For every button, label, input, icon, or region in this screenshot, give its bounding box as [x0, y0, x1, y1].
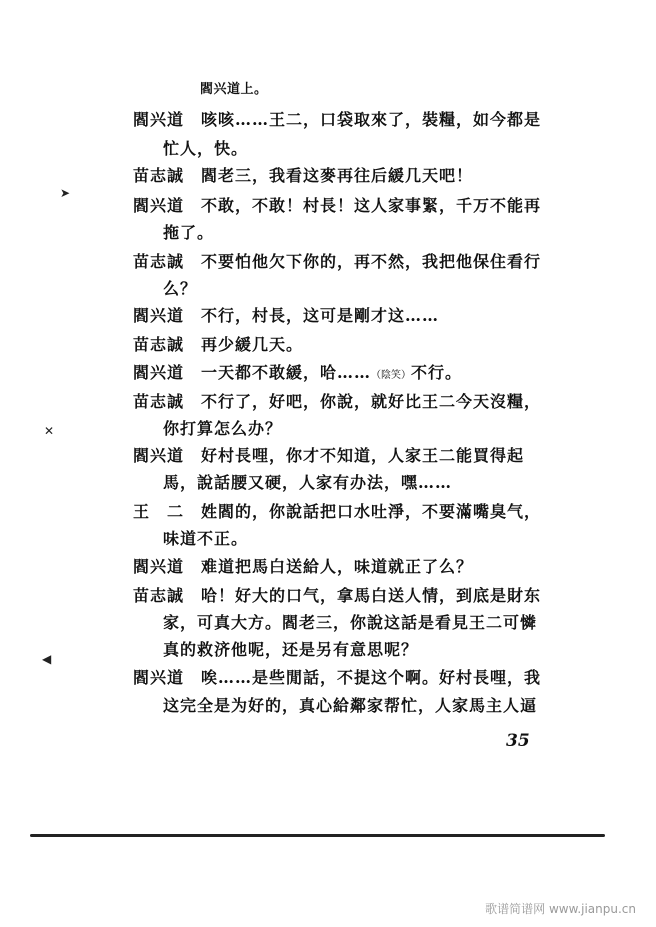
speaker-name: 閻兴道	[133, 557, 185, 576]
speech-text: 姓閻的，你說話把口水吐淨，不要滿嘴臭气，	[201, 502, 542, 521]
dialogue-line	[133, 110, 541, 130]
dialogue-line	[133, 446, 524, 466]
speaker-name: 閻兴道	[133, 196, 185, 215]
speech-text: 不行了，好吧，你說，就好比王二今天沒糧，	[201, 392, 542, 411]
bottom-rule	[30, 834, 605, 837]
speech-text: 难道把馬白送給人，味道就正了么？	[201, 557, 474, 576]
speech-continuation: 这完全是为好的，真心給鄰家帮忙，人家馬主人逼	[163, 696, 538, 715]
speech-continuation: 你打算怎么办？	[163, 419, 283, 438]
speech-text: 不要怕他欠下你的，再不然，我把他保住看行	[201, 252, 542, 271]
speech-text: 唉……是些閒話，不提这个啊。好村長哩，我	[201, 668, 542, 687]
speech-text: 咳咳……王二，口袋取來了，裝糧，如今都是	[201, 110, 542, 129]
speaker-name: 苗志誠	[133, 392, 185, 411]
speech-text: 好村長哩，你才不知道，人家王二能買得起	[201, 446, 525, 465]
speaker-name: 閻兴道	[133, 668, 185, 687]
speaker-name: 閻兴道	[133, 110, 185, 129]
stage-aside: （陰笑）	[371, 370, 412, 381]
speech-continuation: 拖了。	[163, 223, 215, 242]
dialogue-line	[133, 363, 462, 386]
dialogue-line	[133, 196, 541, 216]
speech-text: 不行。	[411, 363, 463, 382]
speech-continuation: 家，可真大方。閻老三，你說这話是看見王二可憐	[163, 613, 538, 632]
dialogue-line	[133, 502, 541, 522]
speaker-name: 苗志誠	[133, 586, 185, 605]
dialogue-line	[133, 392, 541, 412]
speaker-name: 閻兴道	[133, 446, 185, 465]
dialogue-line	[133, 557, 473, 577]
speech-continuation: 馬，說話腰又硬，人家有办法，嘿……	[163, 473, 453, 492]
dialogue-line	[133, 166, 473, 186]
speaker-name: 苗志誠	[133, 166, 185, 185]
speaker-name: 苗志誠	[133, 252, 185, 271]
speech-text: 哈！好大的口气，拿馬白送人情，到底是財东	[201, 586, 542, 605]
dialogue-line	[133, 668, 541, 688]
speech-text: 一天都不敢緩，哈……	[201, 363, 372, 382]
margin-mark-icon: ✕	[44, 424, 55, 438]
dialogue-line	[133, 335, 303, 355]
speaker-name: 閻兴道	[133, 363, 185, 382]
speech-text: 再少緩几天。	[201, 335, 304, 354]
speech-continuation: 真的救济他呢，还是另有意思呢？	[163, 640, 419, 659]
stage-direction: 閻兴道上。	[200, 82, 268, 97]
dialogue-line	[133, 586, 541, 606]
margin-mark-icon: ➤	[60, 186, 71, 200]
speech-continuation: 么？	[163, 279, 198, 298]
speaker-name: 王 二	[133, 502, 185, 521]
watermark: 歌谱简谱网 www.jianpu.cn	[485, 902, 636, 916]
speech-text: 閻老三，我看这麥再往后緩几天吧！	[201, 166, 474, 185]
margin-mark-icon: ◀	[42, 652, 52, 666]
dialogue-line	[133, 252, 541, 272]
page-number: 35	[506, 731, 530, 751]
speech-continuation: 味道不正。	[163, 529, 249, 548]
speech-text: 不行，村長，这可是剛才这……	[201, 306, 440, 325]
speech-text: 不敢，不敢！村長！这人家事緊，千万不能再	[201, 196, 542, 215]
speaker-name: 苗志誠	[133, 335, 185, 354]
speech-continuation: 忙人，快。	[163, 139, 249, 158]
speaker-name: 閻兴道	[133, 306, 185, 325]
dialogue-line	[133, 306, 439, 326]
